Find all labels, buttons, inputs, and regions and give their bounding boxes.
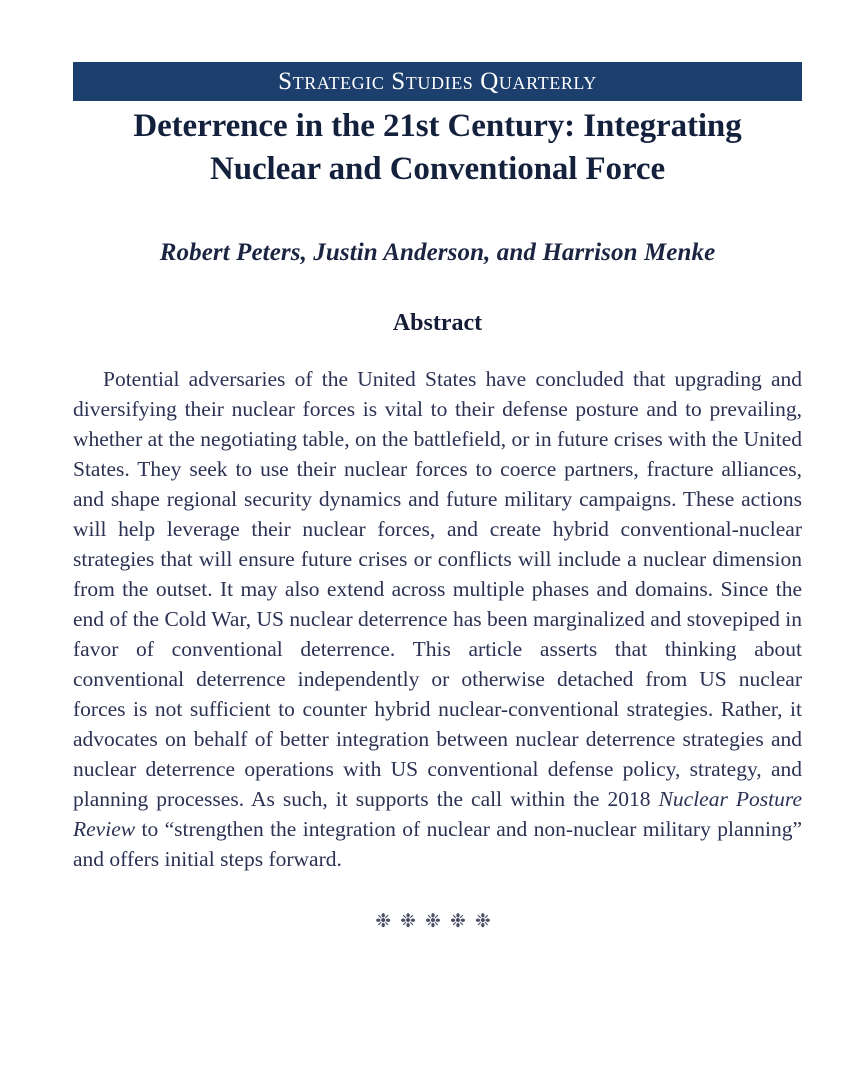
nuclear-posture-review-title: Nuclear Posture Review [73,787,802,841]
page-content [73,0,802,931]
author-byline: Robert Peters, Justin Anderson, and Harrison Menke [159,239,716,266]
abstract-text-part-2: to “strengthen the integration of nuclear and non-nuclear military planning” and offers initial steps forward. [73,817,802,871]
asterisk-divider: ❉❉❉❉❉ [375,910,500,932]
abstract-paragraph [73,364,802,874]
abstract-text-part-1: Potential adversaries of the United States have concluded that upgrading and diversifying their nuclear forces is vital to their defense posture and to prevailing, whether at the negotiating table, on the battlefield, or in future crises with the United States. They seek to use their nuclear forces to coerce partners, fracture alliances, and shape regional security dynamics and future military campaigns. These actions will help leverage their nuclear forces, and create hybrid conventional-nuclear strategies that will ensure future crises or conflicts will include a nuclear dimension from the outset. It may also extend across multiple phases and domains. Since the end of the Cold War, US nuclear deterrence has been marginalized and stovepiped in favor of conventional deterrence. This article asserts that thinking about conventional deterrence independently or otherwise detached from US nuclear forces is not sufficient to counter hybrid nuclear-conventional strategies. Rather, it advocates on behalf of better integration between nuclear deterrence strategies and nuclear deterrence operations with US conventional defense policy, strategy, and planning processes. As such, it supports the call within the 2018 [73,367,802,811]
article-title-line-2: Nuclear and Conventional Force [209,151,666,187]
article-title-line-1: Deterrence in the 21st Century: Integrating [133,108,742,144]
journal-banner [73,62,802,101]
abstract-heading: Abstract [392,310,483,336]
journal-name: Strategic Studies Quarterly [278,68,597,95]
page-title [73,105,802,191]
